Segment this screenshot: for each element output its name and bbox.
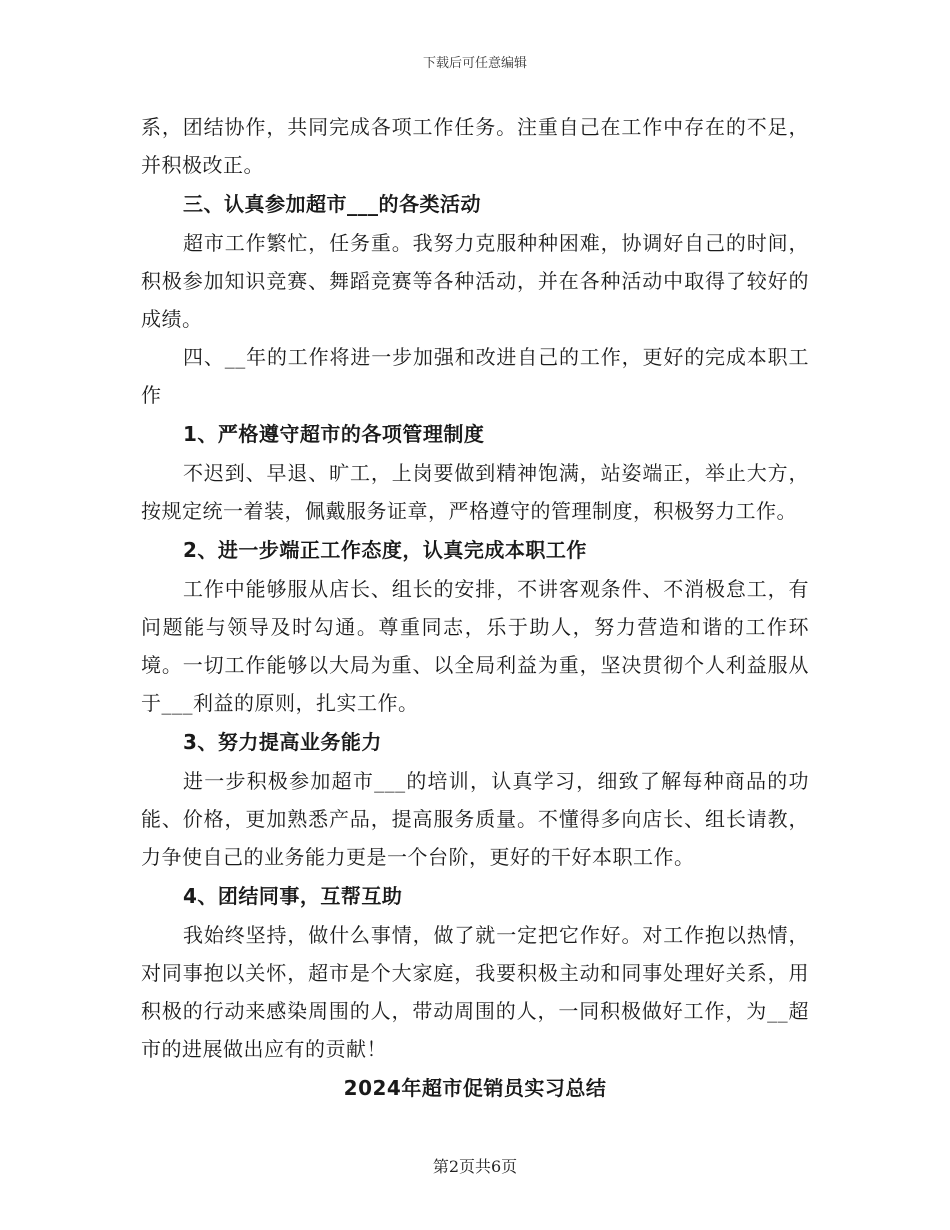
subheading-attitude: 2、进一步端正工作态度，认真完成本职工作 — [183, 538, 587, 562]
paragraph-continued: 系，团结协作，共同完成各项工作任务。注重自己在工作中存在的不足，并积极改正。 — [141, 115, 809, 177]
paragraph-rules: 不迟到、早退、旷工，上岗要做到精神饱满，站姿端正，举止大方，按规定统一着装，佩戴服务证章，严格遵守的管理制度，积极努力工作。 — [141, 461, 809, 523]
subheading-rules: 1、严格遵守超市的各项管理制度 — [183, 422, 485, 446]
paragraph-teamwork: 我始终坚持，做什么事情，做了就一定把它作好。对工作抱以热情，对同事抱以关怀，超市是个大家庭，我要积极主动和同事处理好关系，用积极的行动来感染周围的人，带动周围的人，一同积极做好工作，为__超市的进展做出应有的贡献！ — [141, 923, 809, 1061]
paragraph-attitude: 工作中能够服从店长、组长的安排，不讲客观条件、不消极怠工，有问题能与领导及时勾通。尊重同志，乐于助人，努力营造和谐的工作环境。一切工作能够以大局为重、以全局利益为重，坚决贯彻个人利益服从于___利益的原则，扎实工作。 — [141, 577, 809, 715]
paragraph-activities: 超市工作繁忙，任务重。我努力克服种种困难，协调好自己的时间，积极参加知识竞赛、舞蹈竞赛等各种活动，并在各种活动中取得了较好的成绩。 — [141, 231, 809, 331]
paragraph-next-year: 四、__年的工作将进一步加强和改进自己的工作，更好的完成本职工作 — [141, 345, 809, 407]
document-body — [141, 108, 809, 1108]
subheading-teamwork: 4、团结同事，互帮互助 — [183, 884, 403, 908]
page-footer: 第2页共6页 — [432, 1157, 518, 1176]
section-heading-activities: 三、认真参加超市___的各类活动 — [183, 192, 481, 216]
document-title: 2024年超市促销员实习总结 — [343, 1076, 607, 1100]
paragraph-skills: 进一步积极参加超市___的培训，认真学习，细致了解每种商品的功能、价格，更加熟悉产品，提高服务质量。不懂得多向店长、组长请教，力争使自己的业务能力更是一个台阶，更好的干好本职工作。 — [141, 769, 809, 869]
page-header: 下载后可任意编辑 — [422, 56, 527, 71]
subheading-skills: 3、努力提高业务能力 — [183, 730, 382, 754]
